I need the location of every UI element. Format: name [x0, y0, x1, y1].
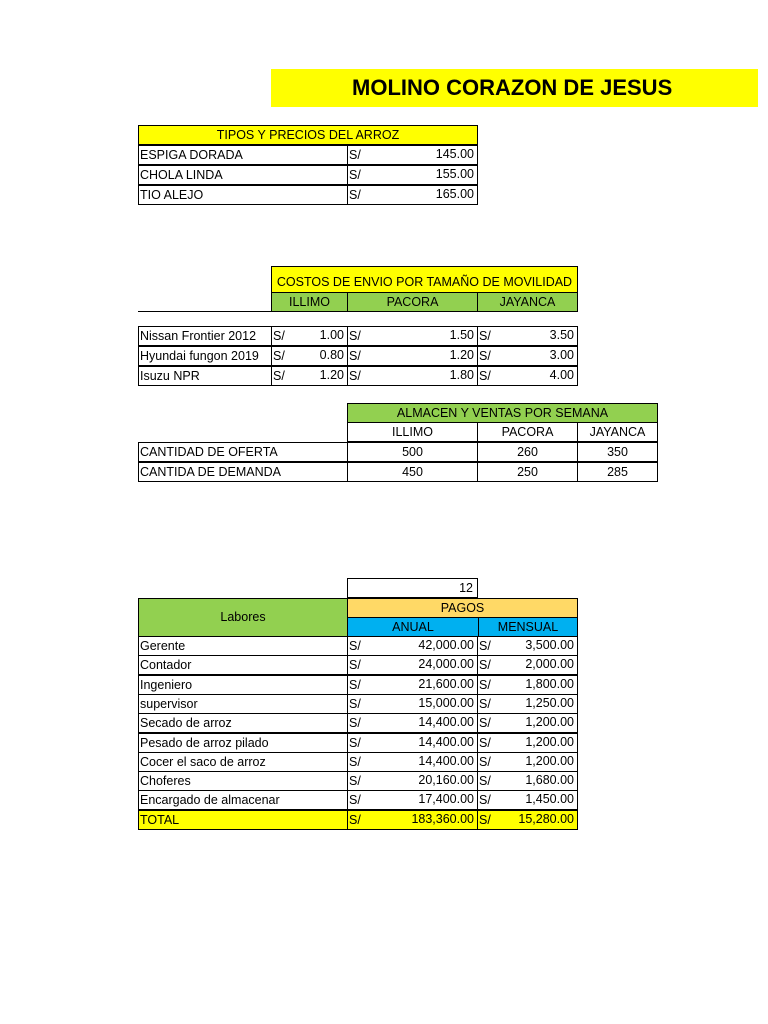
storage-value-cell[interactable]: 260 — [477, 442, 578, 462]
anual-currency-cell[interactable]: S/ — [347, 771, 478, 791]
anual-currency-cell[interactable]: S/ — [347, 694, 478, 714]
total-anual-value[interactable]: 183,360.00 — [411, 811, 474, 826]
mensual-value-cell[interactable]: 1,450.00 — [525, 792, 574, 807]
mensual-currency-cell[interactable]: S/ — [477, 790, 578, 810]
shipping-value-cell[interactable]: 3.00 — [549, 348, 574, 362]
anual-value-cell[interactable]: 42,000.00 — [418, 638, 474, 652]
labor-name-cell[interactable]: Ingeniero — [138, 675, 348, 695]
mensual-value-cell[interactable]: 1,200.00 — [525, 715, 574, 730]
storage-column-header[interactable]: PACORA — [477, 422, 578, 442]
vehicle-name-cell[interactable]: Hyundai fungon 2019 — [138, 346, 272, 366]
shipping-value-cell[interactable]: 3.50 — [549, 328, 574, 342]
mensual-value-cell[interactable]: 3,500.00 — [525, 638, 574, 652]
mensual-currency-cell[interactable]: S/ — [477, 733, 578, 753]
shipping-currency-cell[interactable]: S/ — [477, 326, 578, 346]
price-currency-cell[interactable]: S/ — [347, 185, 478, 205]
anual-currency-cell[interactable]: S/ — [347, 636, 478, 656]
storage-column-header[interactable]: JAYANCA — [577, 422, 658, 442]
anual-value-cell[interactable]: 20,160.00 — [418, 773, 474, 788]
vehicle-name-cell[interactable]: Isuzu NPR — [138, 366, 272, 386]
months-cell[interactable]: 12 — [347, 578, 478, 598]
anual-value-cell[interactable]: 21,600.00 — [418, 676, 474, 691]
storage-value-cell[interactable]: 250 — [477, 462, 578, 482]
mensual-currency-cell[interactable]: S/ — [477, 694, 578, 714]
mensual-header[interactable]: MENSUAL — [478, 617, 578, 637]
shipping-currency-cell[interactable]: S/ — [347, 326, 478, 346]
mensual-value-cell[interactable]: 2,000.00 — [525, 657, 574, 672]
shipping-column-header[interactable]: PACORA — [347, 292, 478, 312]
anual-currency-cell[interactable]: S/ — [347, 655, 478, 675]
labor-name-cell[interactable]: Choferes — [138, 771, 348, 791]
total-label[interactable]: TOTAL — [138, 810, 348, 830]
anual-currency-cell[interactable]: S/ — [347, 675, 478, 695]
storage-value-cell[interactable]: 350 — [577, 442, 658, 462]
page-title: MOLINO CORAZON DE JESUS — [352, 75, 673, 100]
storage-row-label[interactable]: CANTIDA DE DEMANDA — [138, 462, 348, 482]
shipping-value-cell[interactable]: 0.80 — [319, 348, 344, 362]
shipping-column-header[interactable]: JAYANCA — [477, 292, 578, 312]
shipping-value-cell[interactable]: 1.80 — [449, 368, 474, 382]
prices-header[interactable]: TIPOS Y PRECIOS DEL ARROZ — [138, 125, 478, 145]
storage-column-header[interactable]: ILLIMO — [347, 422, 478, 442]
shipping-currency-cell[interactable]: S/ — [347, 346, 478, 366]
storage-header[interactable]: ALMACEN Y VENTAS POR SEMANA — [347, 403, 658, 423]
price-name-cell[interactable]: ESPIGA DORADA — [138, 145, 348, 165]
title-banner — [271, 69, 758, 107]
labor-name-cell[interactable]: Pesado de arroz pilado — [138, 733, 348, 753]
shipping-value-cell[interactable]: 1.20 — [449, 348, 474, 362]
mensual-value-cell[interactable]: 1,200.00 — [525, 753, 574, 768]
shipping-currency-cell[interactable]: S/ — [347, 366, 478, 386]
labor-name-cell[interactable]: Cocer el saco de arroz — [138, 752, 348, 772]
mensual-currency-cell[interactable]: S/ — [477, 771, 578, 791]
shipping-header[interactable]: COSTOS DE ENVIO POR TAMAÑO DE MOVILIDAD — [271, 266, 578, 293]
mensual-value-cell[interactable]: 1,800.00 — [525, 676, 574, 691]
anual-currency-cell[interactable]: S/ — [347, 713, 478, 733]
mensual-value-cell[interactable]: 1,680.00 — [525, 773, 574, 788]
vehicle-name-cell[interactable]: Nissan Frontier 2012 — [138, 326, 272, 346]
labores-header[interactable]: Labores — [138, 598, 348, 637]
labor-name-cell[interactable]: Encargado de almacenar — [138, 790, 348, 810]
shipping-value-cell[interactable]: 1.50 — [449, 328, 474, 342]
mensual-currency-cell[interactable]: S/ — [477, 713, 578, 733]
mensual-currency-cell[interactable]: S/ — [477, 752, 578, 772]
mensual-currency-cell[interactable]: S/ — [477, 810, 578, 830]
shipping-currency-cell[interactable]: S/ — [477, 346, 578, 366]
shipping-currency-cell[interactable]: S/ — [477, 366, 578, 386]
shipping-spacer-row — [138, 311, 578, 327]
storage-value-cell[interactable]: 500 — [347, 442, 478, 462]
anual-currency-cell[interactable]: S/ — [347, 790, 478, 810]
anual-currency-cell[interactable]: S/ — [347, 733, 478, 753]
anual-value-cell[interactable]: 14,400.00 — [418, 753, 474, 768]
anual-value-cell[interactable]: 17,400.00 — [418, 792, 474, 807]
labor-name-cell[interactable]: Secado de arroz — [138, 713, 348, 733]
storage-row-label[interactable]: CANTIDAD DE OFERTA — [138, 442, 348, 462]
mensual-currency-cell[interactable]: S/ — [477, 675, 578, 695]
anual-value-cell[interactable]: 14,400.00 — [418, 715, 474, 730]
mensual-currency-cell[interactable]: S/ — [477, 655, 578, 675]
mensual-value-cell[interactable]: 1,250.00 — [525, 695, 574, 710]
anual-value-cell[interactable]: 14,400.00 — [418, 734, 474, 749]
anual-currency-cell[interactable]: S/ — [347, 810, 478, 830]
anual-value-cell[interactable]: 15,000.00 — [418, 695, 474, 710]
shipping-currency-cell[interactable]: S/ — [271, 326, 348, 346]
shipping-currency-cell[interactable]: S/ — [271, 366, 348, 386]
mensual-value-cell[interactable]: 1,200.00 — [525, 734, 574, 749]
labor-name-cell[interactable]: Contador — [138, 655, 348, 675]
pagos-header[interactable]: PAGOS — [347, 598, 578, 618]
total-mensual-value[interactable]: 15,280.00 — [518, 811, 574, 826]
shipping-column-header[interactable]: ILLIMO — [271, 292, 348, 312]
price-value-cell[interactable]: 155.00 — [435, 167, 474, 181]
price-name-cell[interactable]: TIO ALEJO — [138, 185, 348, 205]
shipping-value-cell[interactable]: 1.20 — [319, 368, 344, 382]
anual-value-cell[interactable]: 24,000.00 — [418, 657, 474, 672]
price-value-cell[interactable]: 165.00 — [435, 187, 474, 201]
anual-currency-cell[interactable]: S/ — [347, 752, 478, 772]
price-value-cell[interactable]: 145.00 — [435, 147, 474, 161]
price-name-cell[interactable]: CHOLA LINDA — [138, 165, 348, 185]
price-currency-cell[interactable]: S/ — [347, 145, 478, 165]
price-currency-cell[interactable]: S/ — [347, 165, 478, 185]
storage-value-cell[interactable]: 450 — [347, 462, 478, 482]
shipping-currency-cell[interactable]: S/ — [271, 346, 348, 366]
storage-value-cell[interactable]: 285 — [577, 462, 658, 482]
labor-name-cell[interactable]: Gerente — [138, 636, 348, 656]
labor-name-cell[interactable]: supervisor — [138, 694, 348, 714]
anual-header[interactable]: ANUAL — [347, 617, 479, 637]
shipping-value-cell[interactable]: 4.00 — [549, 368, 574, 382]
mensual-currency-cell[interactable]: S/ — [477, 636, 578, 656]
shipping-value-cell[interactable]: 1.00 — [319, 328, 344, 342]
